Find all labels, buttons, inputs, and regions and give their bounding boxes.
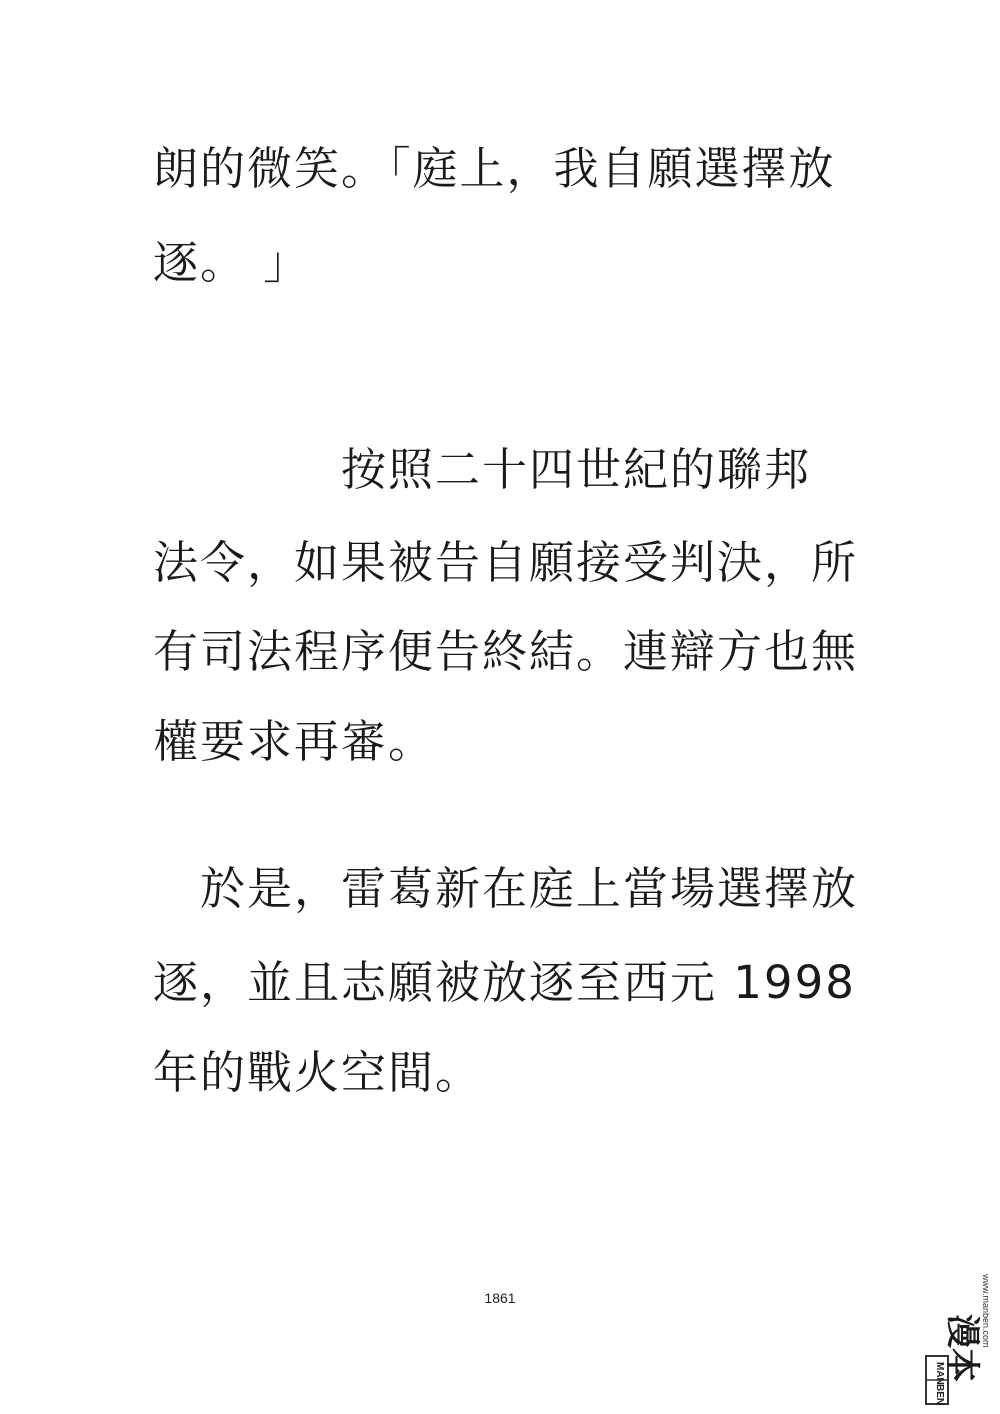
text-line: 按照二十四世紀的聯邦 <box>153 443 812 496</box>
text-line: 逐。 」 <box>153 236 311 289</box>
svg-text:MAN: MAN <box>934 1362 945 1385</box>
text-line: 年的戰火空間。 <box>153 1046 483 1099</box>
text-line: 朗的微笑。「庭上，我自願選擇放 <box>153 142 836 195</box>
svg-text:BEN: BEN <box>934 1384 945 1406</box>
page-number: 1861 <box>484 1290 516 1306</box>
text-line: 權要求再審。 <box>153 715 436 768</box>
svg-text:漫本: 漫本 <box>942 1314 982 1382</box>
text-line: 於是，雷葛新在庭上當場選擇放 <box>153 862 859 915</box>
text-line: 有司法程序便告終結。連辯方也無 <box>153 625 859 678</box>
svg-text:www.manben.com: www.manben.com <box>981 1274 991 1348</box>
text-line: 法令，如果被告自願接受判決，所 <box>153 536 859 589</box>
text-line: 逐，並且志願被放逐至西元 1998 <box>153 956 856 1009</box>
manben-watermark-logo <box>925 1270 993 1406</box>
